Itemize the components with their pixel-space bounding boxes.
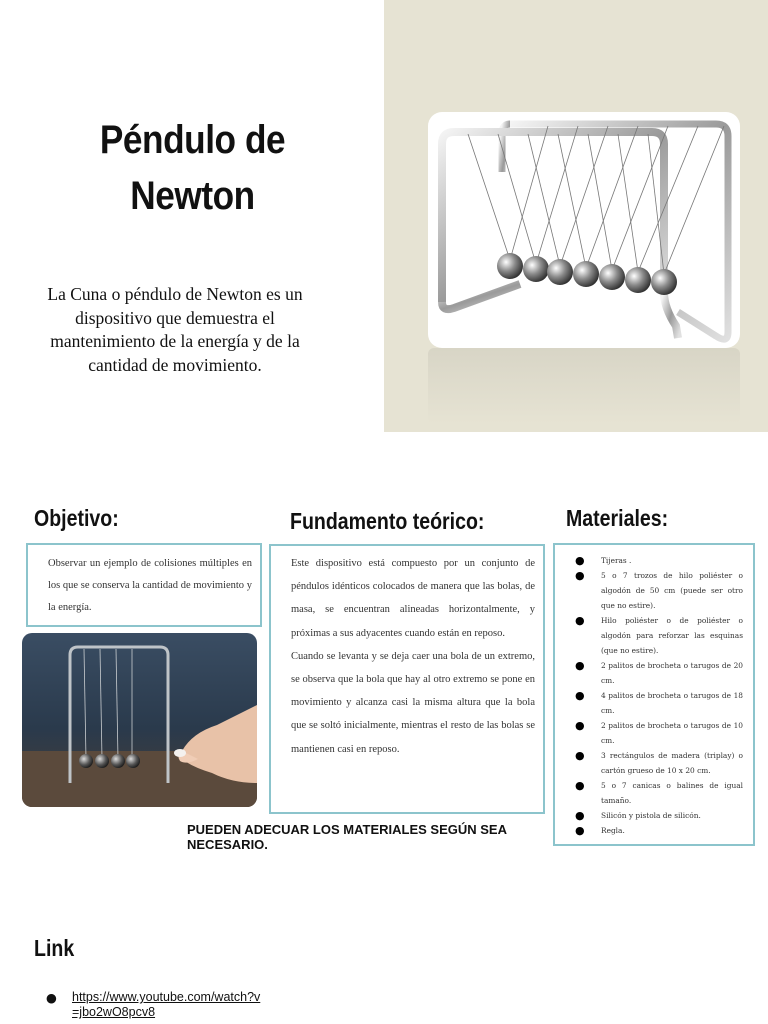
bullet-icon: ● (46, 990, 57, 1005)
bullet-icon: ● (575, 749, 585, 762)
list-item: ● Tijeras . (575, 554, 632, 567)
list-item: ● Silicón y pistola de silicón. (575, 809, 701, 822)
fundamento-box (269, 544, 545, 814)
bullet-icon: ● (575, 689, 585, 702)
bullet-icon: ● (575, 779, 585, 792)
list-item: ● 4 palitos de brocheta o tarugos de 18 cm. (575, 689, 743, 715)
list-item: ● 2 palitos de brocheta o tarugos de 20 cm. (575, 659, 743, 685)
bullet-icon: ● (575, 554, 585, 567)
bullet-icon: ● (575, 614, 585, 627)
bullet-icon: ● (575, 659, 585, 672)
objetivo-text: Observar un ejemplo de colisiones múltiples en los que se conserva la cantidad de movimiento y la energía. (48, 558, 252, 613)
bullet-icon: ● (575, 809, 585, 822)
fundamento-heading: Fundamento teórico: (290, 508, 485, 534)
materiales-list (565, 553, 743, 838)
newtons-cradle-photo (428, 112, 740, 348)
list-item: ● 2 palitos de brocheta o tarugos de 10 cm. (575, 719, 743, 745)
materiales-box (553, 543, 755, 846)
bullet-icon: ● (575, 719, 585, 732)
page-title: Péndulo de Newton (99, 118, 286, 218)
fundamento-paragraph-2: Cuando se levanta y se deja caer una bola de un extremo, se observa que la bola que hay al otro extremo se pone en movimiento y alcanza casi la misma altura que la bola que se soltó inicialmente, mientras el resto de las bolas se mantienen casi en reposo. (291, 650, 535, 755)
hand-cradle-illustration (22, 633, 257, 807)
objetivo-heading: Objetivo: (34, 505, 119, 531)
cradle-reflection (428, 348, 740, 424)
hand-cradle-photo (22, 633, 257, 807)
list-item: ● 3 rectángulos de madera (triplay) o cartón grueso de 10 x 20 cm. (575, 749, 743, 775)
list-item: ● Hilo poliéster o de poliéster o algodón para reforzar las esquinas (que no estire). (575, 614, 743, 655)
youtube-link[interactable]: https://www.youtube.com/watch?v=jbo2wO8pcv8 (72, 990, 261, 1019)
bullet-icon: ● (575, 569, 585, 582)
list-item: ● 5 o 7 trozos de hilo poliéster o algodón de 50 cm (puede ser otro que no estire). (575, 569, 743, 610)
list-item: ● 5 o 7 canicas o balines de igual tamaño. (575, 779, 743, 805)
materials-note: PUEDEN ADECUAR LOS MATERIALES SEGÚN SEA NECESARIO. (187, 822, 507, 852)
materiales-heading: Materiales: (566, 505, 669, 531)
list-item: ● Regla. (575, 824, 625, 837)
link-heading: Link (34, 935, 75, 961)
newtons-cradle-illustration (428, 112, 740, 348)
fundamento-text (291, 552, 535, 761)
fundamento-paragraph-1: Este dispositivo está compuesto por un conjunto de péndulos idénticos colocados de manera que las bolas, de masa, se encuentran alineadas horizontalmente, y próximas a sus adyacentes cuando están en reposo. (291, 558, 535, 639)
objetivo-box (26, 543, 262, 627)
bullet-icon: ● (575, 824, 585, 837)
intro-paragraph: La Cuna o péndulo de Newton es un dispositivo que demuestra el mantenimiento de la energía y de la cantidad de movimiento. (47, 284, 303, 375)
